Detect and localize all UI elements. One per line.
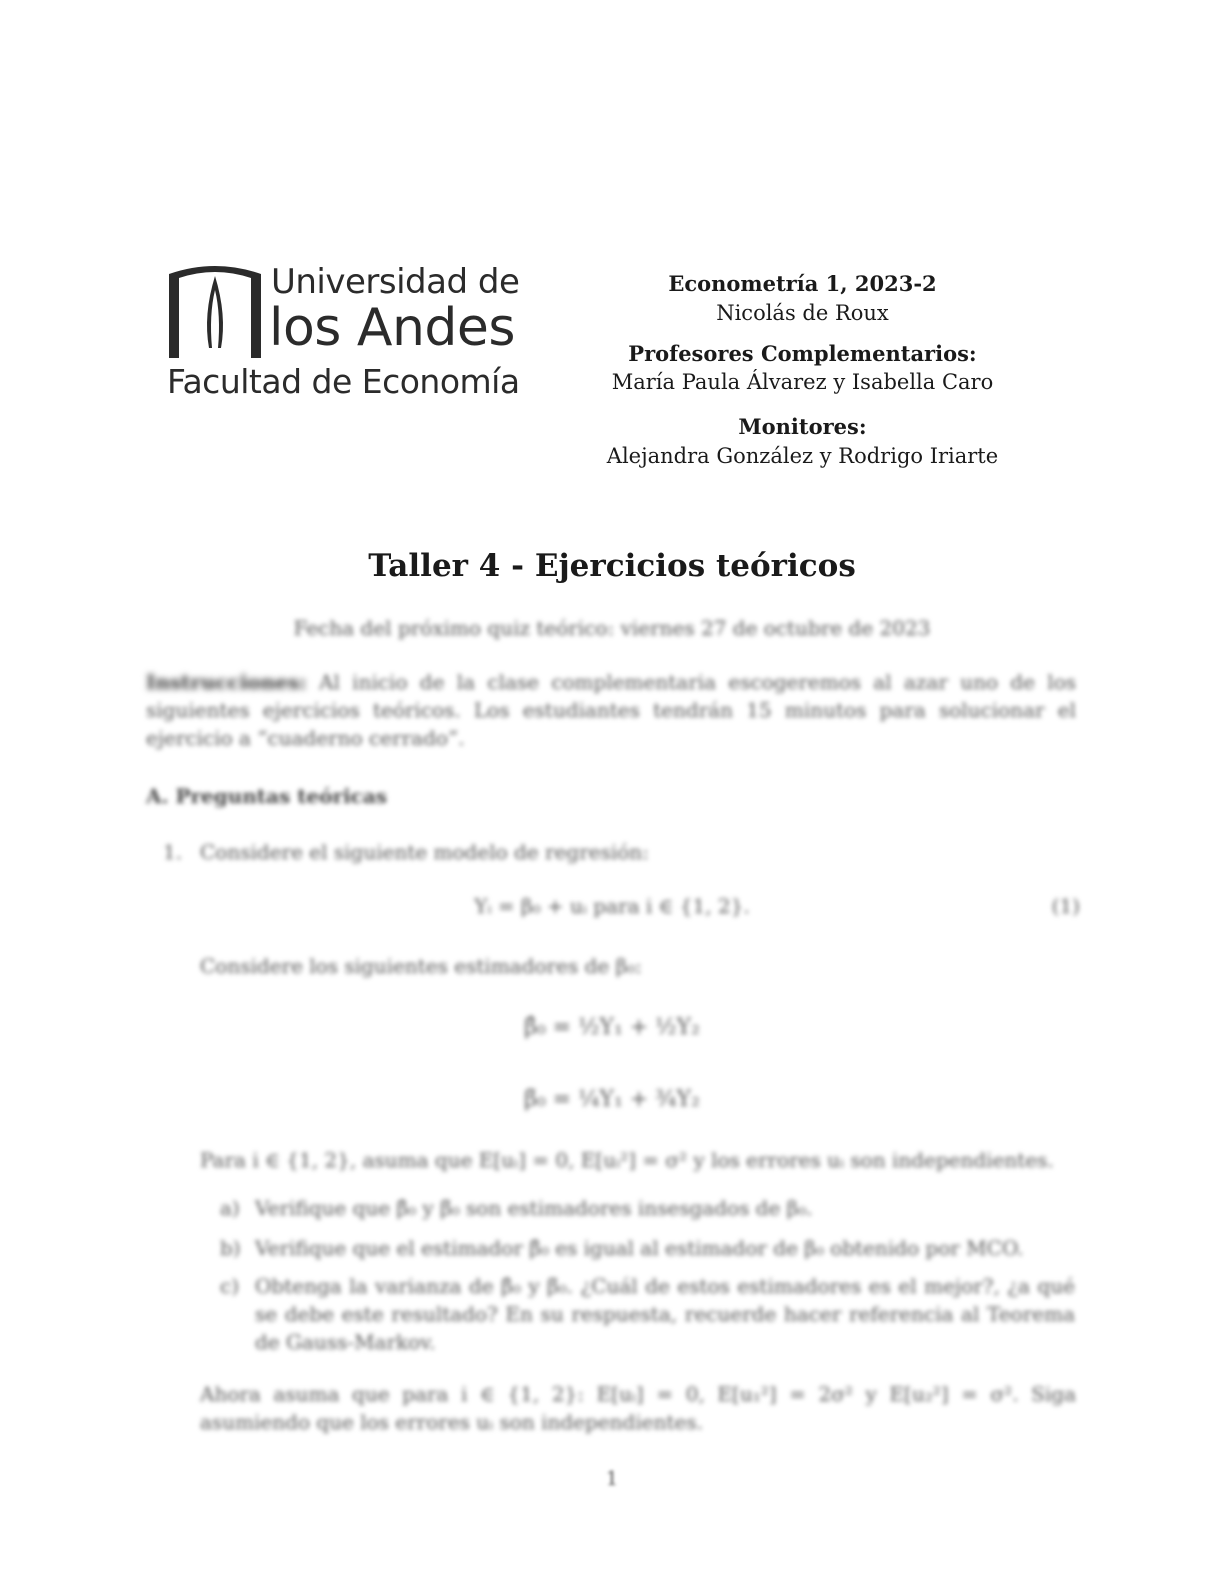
complementary-names: María Paula Álvarez y Isabella Caro xyxy=(611,370,994,394)
question-text: Considere el siguiente modelo de regresión: xyxy=(200,840,649,864)
section-heading: A. Preguntas teóricas xyxy=(146,784,388,808)
estimators-intro: Considere los siguientes estimadores de β₀: xyxy=(200,954,642,978)
equation-1: Yᵢ = β₀ + uᵢ para i ∈ {1, 2}. xyxy=(474,894,750,918)
page-number: 1 xyxy=(605,1466,619,1490)
logo-line-1: Universidad de xyxy=(271,262,520,302)
item-c-text: Obtenga la varianza de β̂₀ y β̃₀. ¿Cuál de estos estimadores es el mejor?, ¿a qué se debe este resultado? En su respuesta, recuerde hacer referencia al Teorema de Gauss-Markov. xyxy=(255,1274,1075,1354)
monitors-title: Monitores: xyxy=(738,414,867,439)
item-c-label: c) xyxy=(220,1274,240,1298)
instructions-paragraph xyxy=(146,668,1076,752)
course-title: Econometría 1, 2023-2 xyxy=(668,271,937,296)
item-a-label: a) xyxy=(220,1196,240,1220)
logo-line-2: los Andes xyxy=(269,298,516,358)
complementary-title: Profesores Complementarios: xyxy=(628,341,977,366)
instructions-label: Instrucciones: xyxy=(146,670,307,694)
university-logo xyxy=(165,258,530,403)
professor-name: Nicolás de Roux xyxy=(716,301,889,325)
final-paragraph: Ahora asuma que para i ∈ {1, 2}: E[uᵢ] = 0, E[u₁²] = 2σ² y E[u₂²] = σ². Siga asumiendo que los errores uᵢ son independientes. xyxy=(200,1382,1076,1434)
assumptions: Para i ∈ {1, 2}, asuma que E[uᵢ] = 0, E[uᵢ²] = σ² y los errores uᵢ son independientes. xyxy=(200,1148,1054,1172)
quiz-date: Fecha del próximo quiz teórico: viernes 27 de octubre de 2023 xyxy=(293,616,931,640)
logo-line-3: Facultad de Economía xyxy=(167,362,520,401)
equation-number: (1) xyxy=(1051,894,1080,918)
monitors-names: Alejandra González y Rodrigo Iriarte xyxy=(606,444,999,468)
item-b-label: b) xyxy=(220,1236,241,1260)
university-emblem-icon xyxy=(165,260,265,360)
item-b-text: Verifique que el estimador β̂₀ es igual al estimador de β₀ obtenido por MCO. xyxy=(255,1236,1024,1260)
question-number: 1. xyxy=(163,840,183,864)
document-title: Taller 4 - Ejercicios teóricos xyxy=(368,548,856,584)
instructions-text: Al inicio de la clase complementaria escogeremos al azar uno de los siguientes ejercicios teóricos. Los estudiantes tendrán 15 minutos para solucionar el ejercicio a “cuaderno cerrado”. xyxy=(146,670,1077,750)
item-a-text: Verifique que β̂₀ y β̃₀ son estimadores insesgados de β₀. xyxy=(255,1196,813,1220)
estimator-1: β̂₀ = ½Y₁ + ½Y₂ xyxy=(524,1015,700,1040)
estimator-2: β̃₀ = ¼Y₁ + ¾Y₂ xyxy=(524,1087,700,1112)
